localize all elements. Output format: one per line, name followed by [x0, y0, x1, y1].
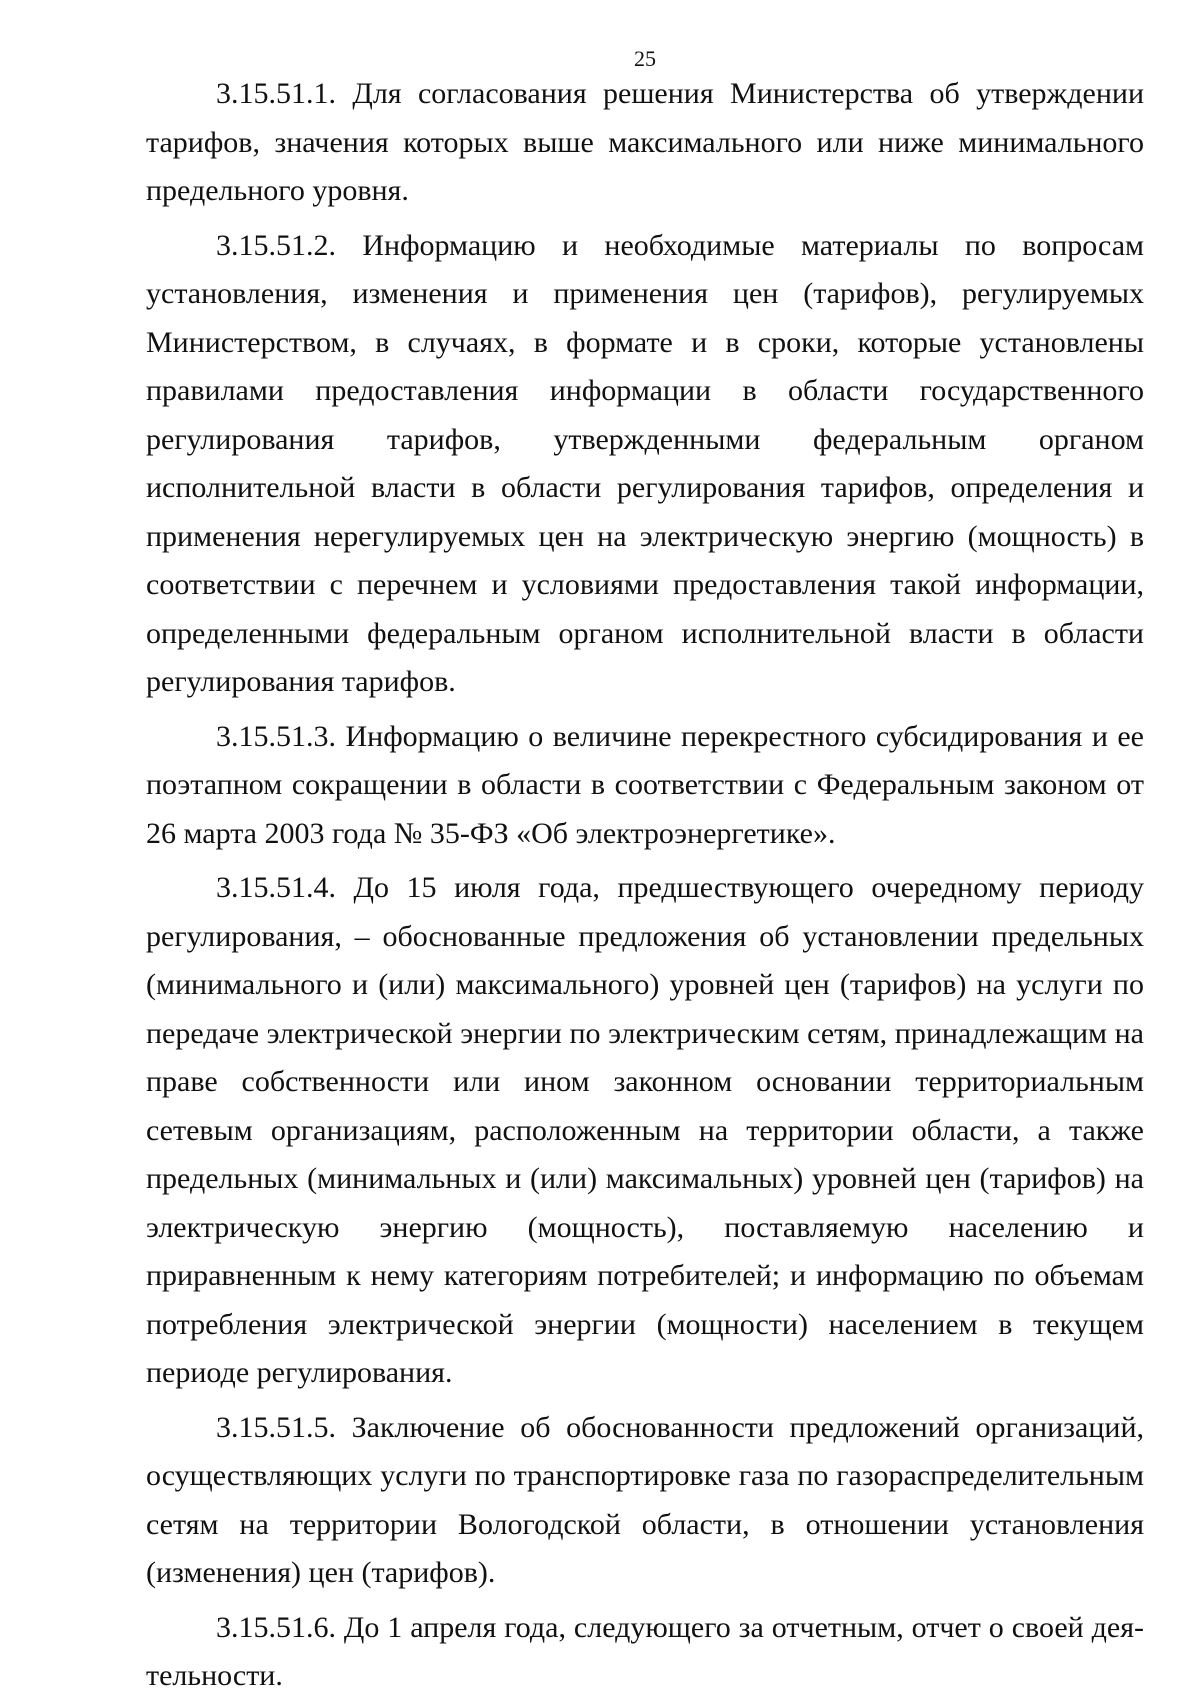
page-number: 25	[634, 46, 656, 71]
paragraph-3-15-51-1: 3.15.51.1. Для согласования решения Министерства об утверждении тарифов, значения которых выше максимального или ниже минимального предельного уровня.	[146, 77, 1144, 207]
paragraph-3-15-51-4: 3.15.51.4. До 15 июля года, предшествующего очередному периоду регулирования, – обоснованные предложения об установлении предельных (минимального и (или) максимального) уровней цен (тарифов) на услуги по передаче электрической энергии по электрическим сетям, принадлежащим на праве собственности или ином законном основании территориальным сетевым организациям, расположенным на территории области, а также предельных (минимальных и (или) максимальных) уровней цен (тарифов) на электрическую энергию (мощность), поставляемую населению и приравненным к нему категориям потребителей; и информацию по объемам потребления электрической энергии (мощности) населением в текущем периоде регулирования.	[146, 871, 1144, 1389]
paragraph-3-15-51-3: 3.15.51.3. Информацию о величине перекрестного субсидирования и ее поэтапном сокращении в области в соответствии с Федеральным законом от 26 марта 2003 года № 35-ФЗ «Об электроэнергетике».	[146, 719, 1144, 850]
document-body	[146, 70, 1144, 1707]
paragraph-3-15-51-6: 3.15.51.6. До 1 апреля года, следующего за отчетным, отчет о своей деятельности.	[146, 1610, 1144, 1692]
paragraph-3-15-51-2: 3.15.51.2. Информацию и необходимые материалы по вопросам установления, изменения и применения цен (тарифов), регулируемых Министерством, в случаях, в формате и в сроки, которые установлены правилами предоставления информации в области государственного регулирования тарифов, утвержденными федеральным органом исполнительной власти в области регулирования тарифов, определения и применения нерегулируемых цен на электрическую энергию (мощность) в соответствии с перечнем и условиями предоставления такой информации, определенными федеральным органом исполнительной власти в области регулирования тарифов.	[146, 228, 1144, 698]
paragraph-3-15-51-5: 3.15.51.5. Заключение об обоснованности предложений организаций, осуществляющих услуги по транспортировке газа по газораспределительным сетям на территории Вологодской области, в отношении установления (изменения) цен (тарифов).	[146, 1410, 1144, 1589]
